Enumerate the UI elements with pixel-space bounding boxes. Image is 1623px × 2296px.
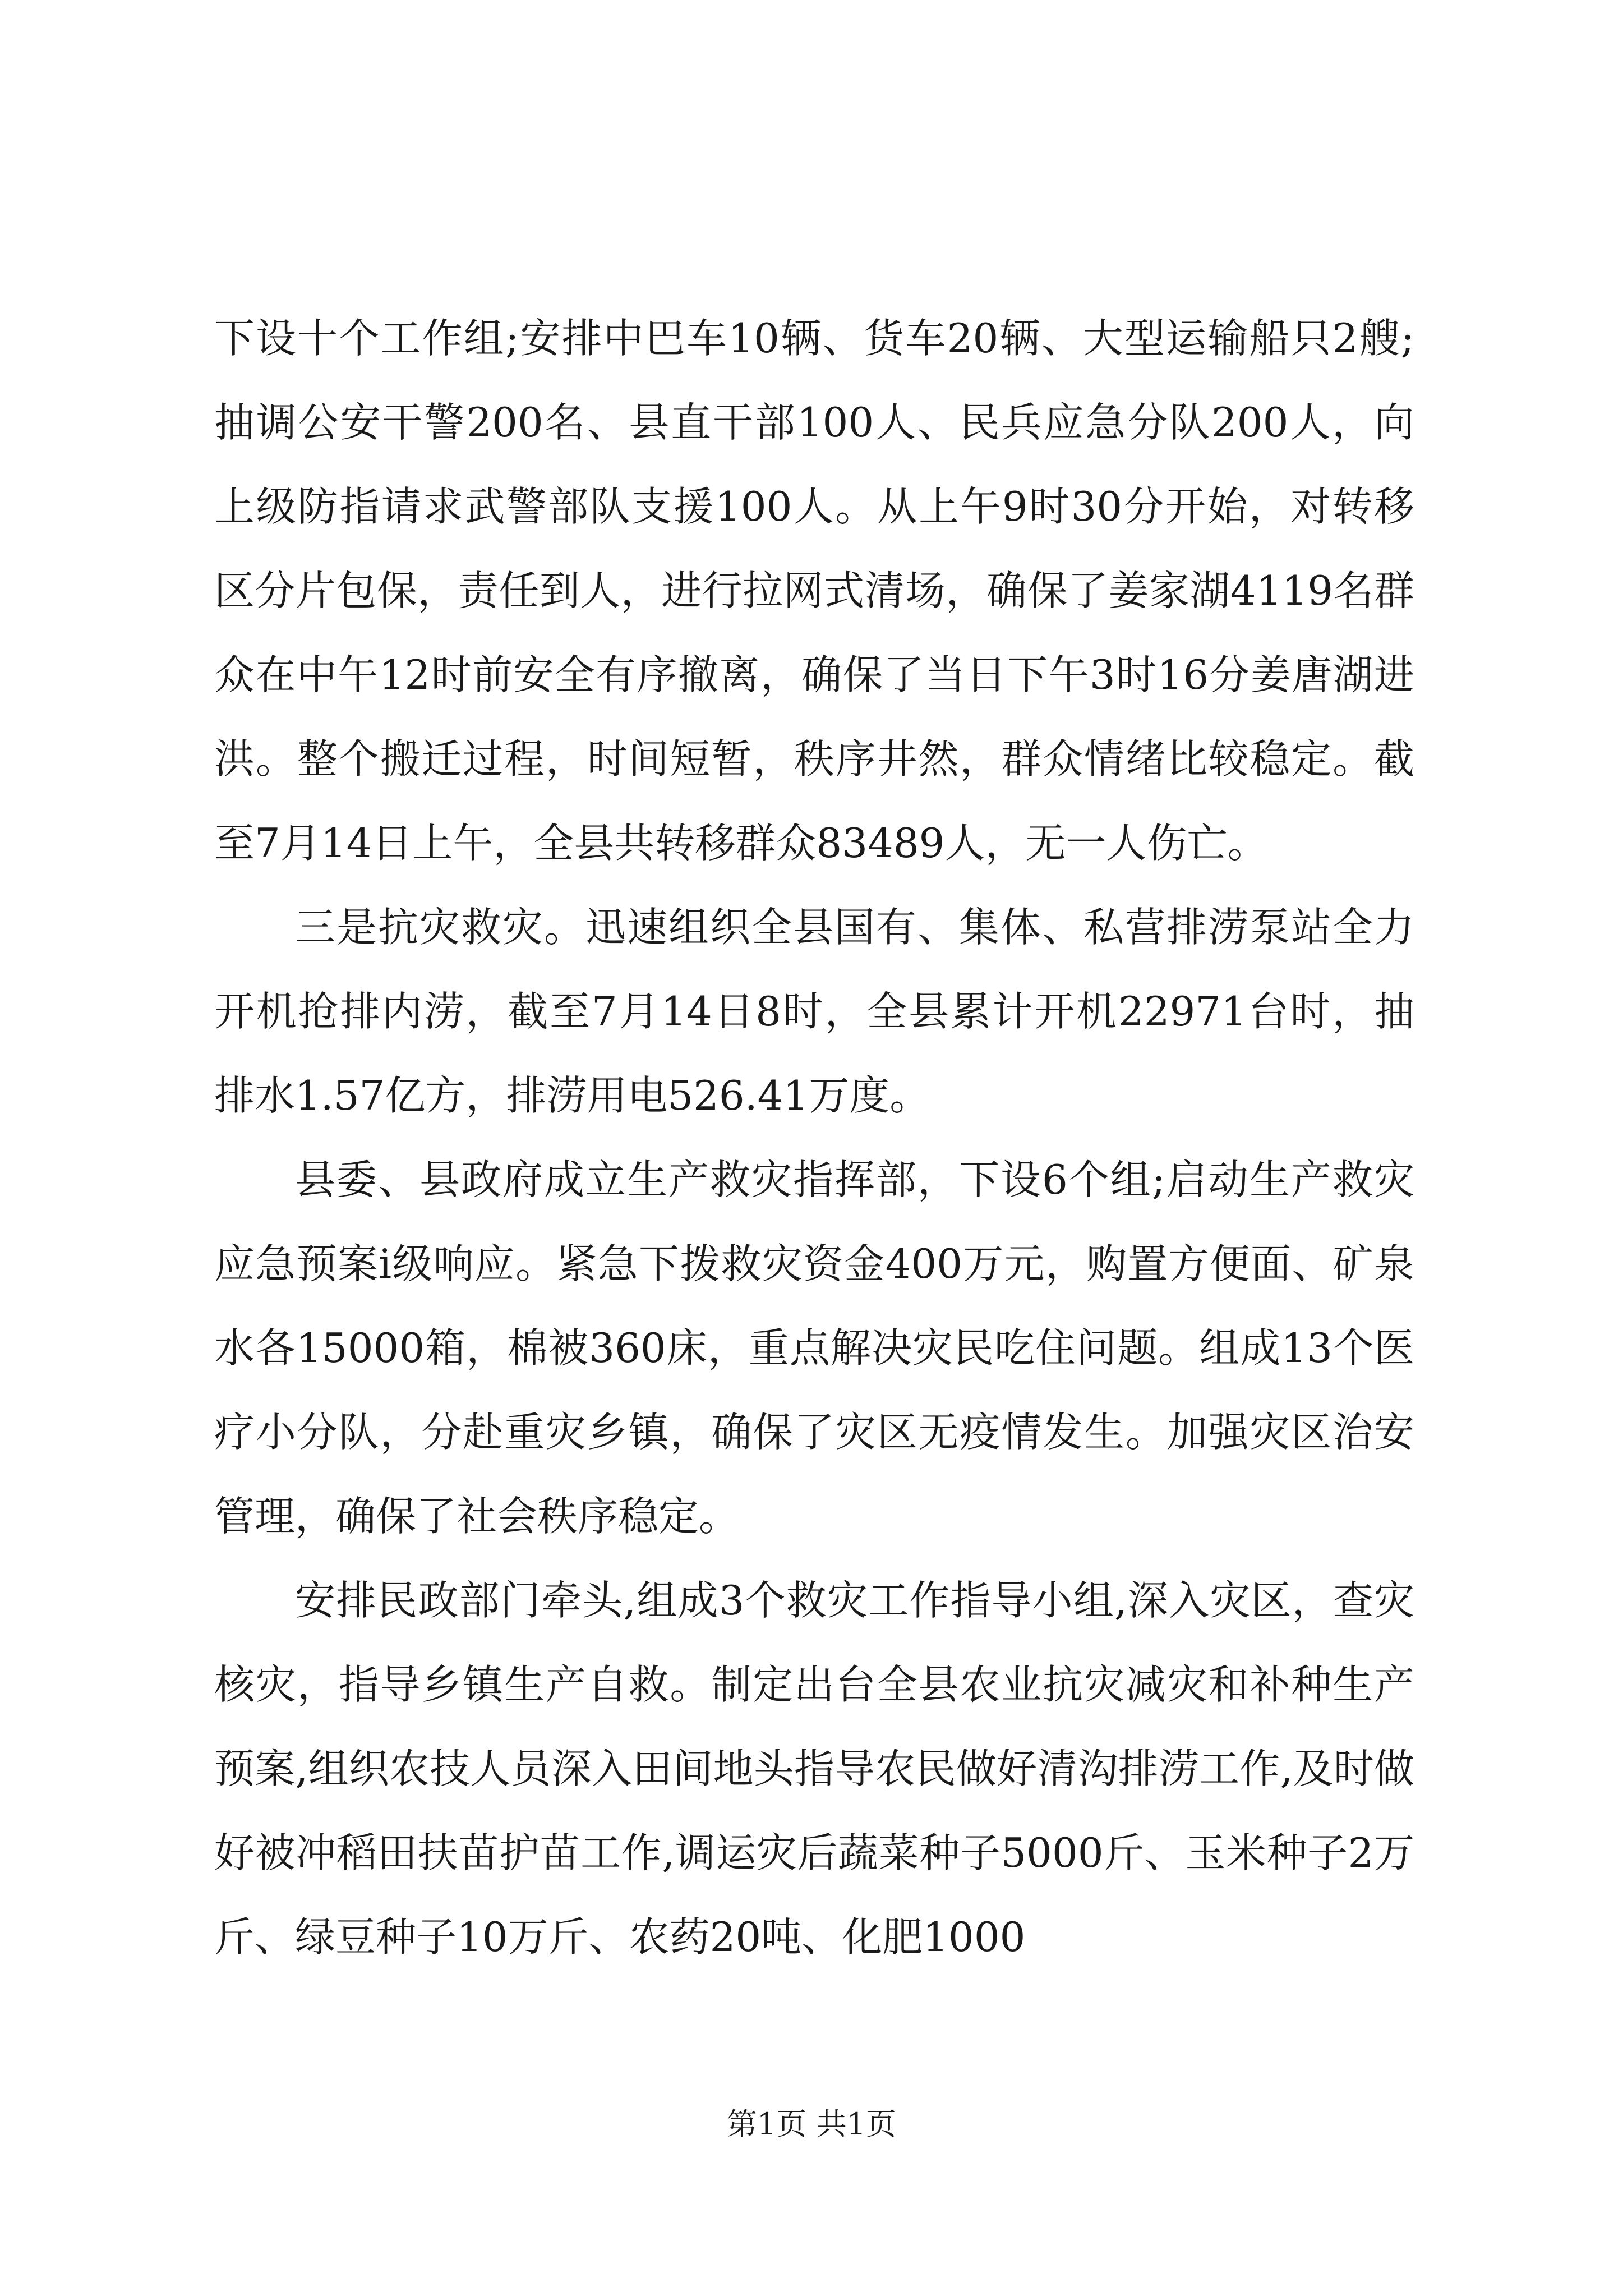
paragraph-relief-command: 县委、县政府成立生产救灾指挥部，下设6个组;启动生产救灾应急预案i级响应。紧急下拨救灾资金400万元，购置方便面、矿泉水各15000箱，棉被360床，重点解决灾民吃住问题。组成13个医疗小分队，分赴重灾乡镇，确保了灾区无疫情发生。加强灾区治安管理，确保了社会秩序稳定。 bbox=[214, 1156, 1414, 1540]
paragraph-disaster-relief: 三是抗灾救灾。迅速组织全县国有、集体、私营排涝泵站全力开机抢排内涝，截至7月14日8时，全县累计开机22971台时，抽排水1.57亿方，排涝用电526.41万度。 bbox=[214, 904, 1414, 1119]
document-body bbox=[214, 296, 1414, 1979]
paragraph-civil-affairs: 安排民政部门牵头,组成3个救灾工作指导小组,深入灾区，查灾核灾，指导乡镇生产自救。制定出台全县农业抗灾减灾和补种生产预案,组织农技人员深入田间地头指导农民做好清沟排涝工作,及时做好被冲稻田扶苗护苗工作,调运灾后蔬菜种子5000斤、玉米种子2万斤、绿豆种子10万斤、农药20吨、化肥1000 bbox=[214, 1577, 1414, 1961]
page-footer: 第1页 共1页 bbox=[727, 2106, 896, 2142]
paragraph-continuation: 下设十个工作组;安排中巴车10辆、货车20辆、大型运输船只2艘;抽调公安干警200名、县直干部100人、民兵应急分队200人，向上级防指请求武警部队支援100人。从上午9时30分开始，对转移区分片包保，责任到人，进行拉网式清场，确保了姜家湖4119名群众在中午12时前安全有序撤离，确保了当日下午3时16分姜唐湖进洪。整个搬迁过程，时间短暂，秩序井然，群众情绪比较稳定。截至7月14日上午，全县共转移群众83489人，无一人伤亡。 bbox=[214, 315, 1414, 867]
